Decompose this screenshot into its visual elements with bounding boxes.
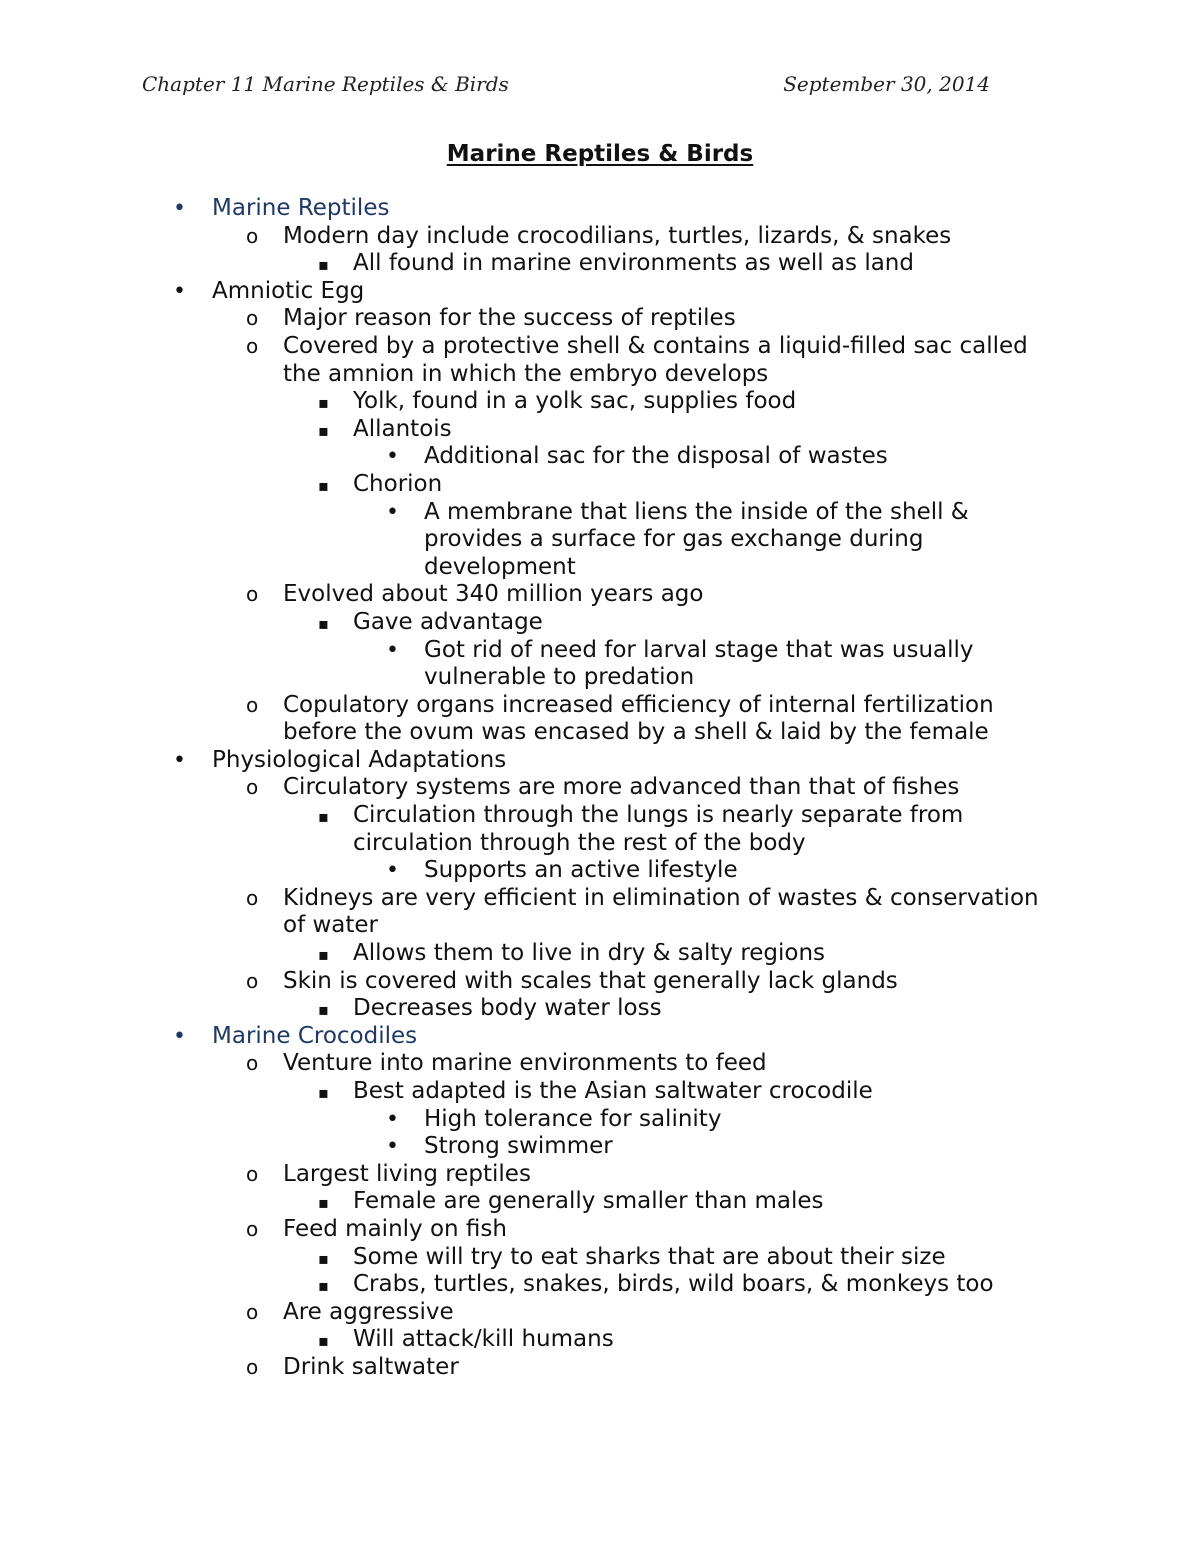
- outline-item-text: Feed mainly on fish: [283, 1215, 507, 1242]
- outline-item-text: Kidneys are very efficient in elimination of wastes & conservation: [283, 884, 1039, 911]
- outline-item-text: High tolerance for salinity: [424, 1105, 722, 1132]
- outline-item-text: All found in marine environments as well as land: [353, 250, 914, 277]
- outline-item-level-3: [0, 416, 1200, 444]
- bullet-marker: ▪: [318, 945, 329, 965]
- bullet-marker: •: [386, 444, 399, 470]
- page-header: [142, 72, 990, 102]
- outline-item-text: Major reason for the success of reptiles: [283, 305, 736, 332]
- outline-item-level-2: [0, 1299, 1200, 1327]
- bullet-marker: •: [386, 858, 399, 884]
- outline-item-text: circulation through the rest of the body: [353, 829, 806, 856]
- bullet-marker: •: [386, 1134, 399, 1160]
- bullet-marker: ▪: [318, 1083, 329, 1102]
- outline-item-text: of water: [283, 912, 379, 939]
- header-date: September 30, 2014: [783, 72, 990, 96]
- outline-item-level-2: [0, 1161, 1200, 1189]
- outline-item-text: the amnion in which the embryo develops: [283, 360, 769, 387]
- outline-item-text: Yolk, found in a yolk sac, supplies food: [353, 388, 797, 415]
- bullet-marker: o: [246, 1354, 259, 1379]
- outline-item-text: Circulatory systems are more advanced than that of fishes: [283, 774, 960, 801]
- bullet-marker: •: [173, 1023, 186, 1049]
- outline-item-level-3: [0, 471, 1200, 499]
- bullet-marker: ▪: [318, 807, 329, 827]
- bullet-marker: •: [386, 1106, 399, 1132]
- bullet-marker: o: [246, 885, 259, 910]
- outline-item-level-3: [0, 1271, 1200, 1299]
- outline-item-text: Venture into marine environments to feed: [283, 1050, 767, 1077]
- outline-item-text: Amniotic Egg: [212, 277, 365, 304]
- outline-item-text: Gave advantage: [353, 608, 543, 635]
- outline-item-text: Allows them to live in dry & salty regions: [353, 940, 826, 967]
- outline-item-text: Strong swimmer: [424, 1133, 613, 1160]
- bullet-marker: o: [246, 306, 259, 331]
- outline-item-level-4: [0, 1133, 1200, 1161]
- outline-item-level-3: [0, 1078, 1200, 1106]
- outline-item-level-3: [0, 250, 1200, 278]
- bullet-marker: o: [246, 968, 259, 993]
- outline-item-level-3: [0, 802, 1200, 857]
- outline-item-text: Modern day include crocodilians, turtles, lizards, & snakes: [283, 222, 952, 249]
- outline-item-level-4: [0, 499, 1200, 582]
- outline-item-level-2: [0, 1216, 1200, 1244]
- outline-item-text: Marine Crocodiles: [212, 1022, 418, 1049]
- outline-item-level-4: [0, 443, 1200, 471]
- outline-item-text: Additional sac for the disposal of wastes: [424, 443, 888, 470]
- bullet-marker: o: [246, 1299, 259, 1324]
- bullet-marker: ▪: [318, 613, 329, 633]
- outline-item-level-3: [0, 1326, 1200, 1354]
- outline-item-text: Copulatory organs increased efficiency of internal fertilization: [283, 691, 994, 718]
- outline-item-text: Allantois: [353, 415, 452, 442]
- outline-item-text: Supports an active lifestyle: [424, 857, 738, 884]
- outline-item-level-1: [0, 195, 1200, 223]
- document-title: Marine Reptiles & Birds: [446, 141, 754, 167]
- outline-item-text: A membrane that liens the inside of the shell &: [424, 498, 969, 525]
- outline-item-text: development: [424, 553, 576, 580]
- bullet-marker: •: [386, 499, 399, 525]
- bullet-marker: ▪: [318, 1276, 329, 1296]
- outline-item-level-3: [0, 940, 1200, 968]
- outline-item-text: Drink saltwater: [283, 1353, 459, 1380]
- bullet-marker: ▪: [318, 420, 329, 440]
- outline-item-level-2: [0, 581, 1200, 609]
- outline-item-text: Circulation through the lungs is nearly separate from: [353, 802, 964, 829]
- bullet-marker: o: [246, 333, 259, 358]
- bullet-marker: o: [246, 223, 259, 248]
- outline-item-text: Are aggressive: [283, 1298, 454, 1325]
- outline-item-level-2: [0, 774, 1200, 802]
- outline-item-level-4: [0, 1106, 1200, 1134]
- outline-item-level-3: [0, 1244, 1200, 1272]
- bullet-marker: o: [246, 1216, 259, 1241]
- outline-item-level-3: [0, 609, 1200, 637]
- outline-item-text: Best adapted is the Asian saltwater crocodile: [353, 1078, 873, 1104]
- outline-item-text: Marine Reptiles: [212, 195, 390, 221]
- outline-item-text: Covered by a protective shell & contains a liquid-filled sac called: [283, 332, 1028, 359]
- bullet-marker: o: [246, 582, 259, 607]
- bullet-marker: •: [173, 278, 186, 304]
- outline-item-text: Will attack/kill humans: [353, 1326, 614, 1353]
- bullet-marker: •: [173, 747, 186, 773]
- outline-item-text: Got rid of need for larval stage that was usually: [424, 636, 974, 663]
- outline-item-text: Decreases body water loss: [353, 995, 662, 1022]
- outline-item-text: Chorion: [353, 470, 443, 497]
- outline-item-text: Physiological Adaptations: [212, 746, 507, 773]
- bullet-marker: ▪: [318, 1331, 329, 1351]
- notes-outline: [0, 195, 1200, 1382]
- outline-item-text: provides a surface for gas exchange during: [424, 526, 924, 553]
- outline-item-level-4: [0, 637, 1200, 692]
- outline-item-text: before the ovum was encased by a shell & laid by the female: [283, 719, 989, 746]
- bullet-marker: ▪: [318, 475, 329, 495]
- bullet-marker: •: [386, 637, 399, 663]
- bullet-marker: o: [246, 692, 259, 717]
- bullet-marker: o: [246, 1161, 259, 1186]
- outline-item-level-2: [0, 223, 1200, 251]
- outline-item-level-1: [0, 278, 1200, 306]
- outline-item-level-2: [0, 1354, 1200, 1382]
- outline-item-text: Crabs, turtles, snakes, birds, wild boars, & monkeys too: [353, 1271, 994, 1298]
- bullet-marker: o: [246, 775, 259, 800]
- outline-item-text: Some will try to eat sharks that are about their size: [353, 1243, 946, 1270]
- outline-item-level-3: [0, 388, 1200, 416]
- bullet-marker: ▪: [318, 1248, 329, 1268]
- bullet-marker: o: [246, 1051, 259, 1076]
- outline-item-level-3: [0, 1188, 1200, 1216]
- outline-item-level-2: [0, 333, 1200, 388]
- outline-item-level-1: [0, 1023, 1200, 1051]
- outline-item-level-1: [0, 747, 1200, 775]
- bullet-marker: •: [173, 196, 186, 221]
- outline-item-level-2: [0, 968, 1200, 996]
- outline-item-text: Evolved about 340 million years ago: [283, 581, 704, 608]
- outline-item-text: Female are generally smaller than males: [353, 1188, 824, 1215]
- outline-item-text: Skin is covered with scales that generally lack glands: [283, 967, 898, 994]
- outline-item-level-2: [0, 1050, 1200, 1078]
- bullet-marker: ▪: [318, 1193, 329, 1213]
- outline-item-text: vulnerable to predation: [424, 664, 695, 691]
- outline-item-level-2: [0, 885, 1200, 940]
- outline-item-level-2: [0, 305, 1200, 333]
- header-chapter-title: Chapter 11 Marine Reptiles & Birds: [142, 72, 509, 96]
- outline-item-text: Largest living reptiles: [283, 1160, 531, 1187]
- bullet-marker: ▪: [318, 1000, 329, 1020]
- bullet-marker: ▪: [318, 393, 329, 413]
- outline-item-level-2: [0, 692, 1200, 747]
- bullet-marker: ▪: [318, 255, 329, 275]
- outline-item-level-3: [0, 995, 1200, 1023]
- outline-item-level-4: [0, 857, 1200, 885]
